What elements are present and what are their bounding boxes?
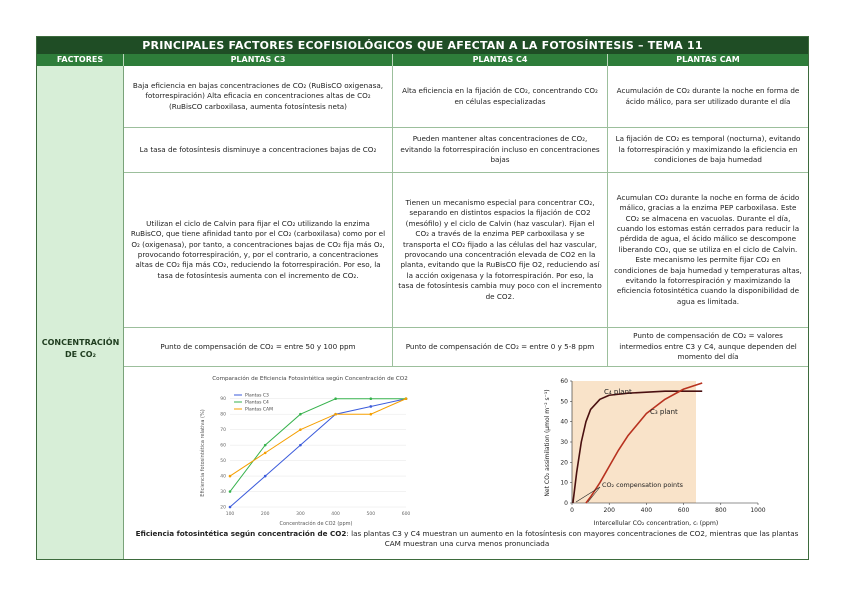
cell-row1-c3: Baja eficiencia en bajas concentraciones de CO₂ (RuBisCO oxigenasa, fotorrespiración) Alta eficacia en concentraciones altas de CO₂ (RuBisCO carboxilasa, aumenta fotosíntesis neta) [124, 66, 393, 128]
left-x-tick: 100 [225, 512, 235, 517]
header-c3: PLANTAS C3 [124, 54, 393, 66]
page-title: PRINCIPALES FACTORES ECOFISIOLÓGICOS QUE AFECTAN A LA FOTOSÍNTESIS – TEMA 11 [37, 37, 808, 54]
left-point-c3 [264, 475, 267, 478]
left-point-c3 [370, 405, 373, 408]
right-chart-annotation: CO₂ compensation points [602, 481, 683, 489]
header-factores: FACTORES [37, 54, 124, 66]
right-x-tick: 0 [570, 507, 574, 514]
left-chart-ylabel: Eficiencia fotosintética relativa (%) [200, 409, 206, 497]
left-x-tick: 400 [331, 512, 340, 517]
left-point-cam [370, 413, 373, 416]
left-y-tick: 60 [220, 443, 226, 449]
left-point-cam [264, 452, 267, 455]
factor-label [37, 337, 124, 361]
right-y-tick: 60 [560, 378, 568, 385]
figure-row [124, 367, 808, 559]
right-line-chart [524, 371, 764, 529]
right-y-tick: 40 [560, 418, 568, 426]
cell-row1-cam: Acumulación de CO₂ durante la noche en forma de ácido málico, para ser utilizado durante el día [608, 66, 808, 128]
left-point-cam [334, 413, 337, 416]
right-y-tick: 0 [564, 500, 568, 507]
left-point-c3 [229, 506, 232, 509]
left-y-tick: 90 [220, 397, 226, 403]
left-point-cam [405, 397, 408, 400]
header-c4: PLANTAS C4 [393, 54, 608, 66]
cell-row3-c4: Tienen un mecanismo especial para concentrar CO₂, separando en distintos espacios la fijación de CO2 (mesófilo) y el ciclo de Calvin (haz vascular). Fijan el CO₂ a través de la enzima PEP carboxilasa y se transporta el CO₂ fijado a las células del haz vascular, provocando una concentración elevada de CO2 en la planta, evitando que la RuBisCO fije O2, reduciendo así la acción oxigenasa y la fotorrespiración. Por eso, la tasa de fotosíntesis cambia muy poco con el incremento de CO2. [393, 173, 608, 328]
factor-column [37, 66, 124, 559]
left-line-chart [192, 371, 422, 529]
left-y-tick: 30 [220, 490, 226, 496]
left-legend-label: Plantas C4 [245, 400, 269, 406]
header-cam: PLANTAS CAM [608, 54, 808, 66]
right-x-tick: 600 [677, 507, 690, 514]
figure-caption [132, 529, 802, 549]
left-x-tick: 300 [296, 512, 305, 517]
right-y-tick: 30 [560, 439, 568, 446]
cell-row3-cam: Acumulan CO₂ durante la noche en forma de ácido málico, gracias a la enzima PEP carboxilasa. Este CO₂ se almacena en vacuolas. Durante el día, cuando los estomas están cerrados para reducir la pérdida de agua, el ácido málico se descompone liberando CO₂, que se utiliza en el ciclo de Calvin. Este mecanismo les permite fijar CO₂ en condiciones de baja humedad y temperaturas altas, evitando la fotorrespiración y maximizando la eficiencia fotosintética cuando la disponibilidad de agua es limitada. [608, 173, 808, 328]
right-chart-xlabel: Intercellular CO₂ concentration, cᵢ (ppm) [593, 520, 719, 527]
left-legend-label: Plantas C3 [245, 393, 269, 399]
right-y-tick: 20 [560, 459, 568, 467]
left-x-tick: 600 [401, 512, 411, 517]
cell-row3-c3: Utilizan el ciclo de Calvin para fijar el CO₂ utilizando la enzima RuBisCO, que tiene afinidad tanto por el CO₂ (carboxilasa) como por el O₂ (oxigenasa), por tanto, a concentraciones bajas de CO₂ fija más O₂, provocando fotorrespiración, y, por el contrario, a concentraciones altas de CO₂ fija más CO₂, reduciendo la fotorrespiración. Por eso, la tasa de fotosíntesis aumenta con el incremento de CO₂. [124, 173, 393, 328]
left-x-tick: 200 [260, 512, 270, 517]
cell-row2-c3: La tasa de fotosíntesis disminuye a concentraciones bajas de CO₂ [124, 128, 393, 173]
right-x-tick: 400 [640, 507, 653, 514]
left-legend-label: Plantas CAM [245, 407, 273, 413]
cell-row4-cam: Punto de compensación de CO₂ = valores intermedios entre C3 y C4, aunque dependen del momento del día [608, 328, 808, 367]
left-point-c4 [334, 397, 337, 400]
left-y-tick: 40 [220, 474, 226, 480]
cell-row2-c4: Pueden mantener altas concentraciones de CO₂, evitando la fotorrespiración incluso en concentraciones bajas [393, 128, 608, 173]
cell-row1-c4: Alta eficiencia en la fijación de CO₂, concentrando CO₂ en células especializadas [393, 66, 608, 128]
right-chart-c3-label: C₃ plant [650, 408, 678, 416]
right-x-tick: 800 [715, 507, 727, 514]
right-y-tick: 50 [560, 398, 568, 406]
left-chart-title: Comparación de Eficiencia Fotosintética según Concentración de CO2 [212, 376, 408, 382]
caption-bold: Eficiencia fotosintética según concentración de CO2 [135, 529, 347, 538]
right-x-tick: 200 [603, 507, 615, 514]
left-x-tick: 500 [366, 512, 376, 517]
left-point-cam [229, 475, 232, 478]
left-series-line-c3 [230, 399, 406, 507]
factor-label-line2: DE CO₂ [64, 350, 97, 359]
right-x-tick: 1000 [750, 507, 766, 514]
cell-row4-c3: Punto de compensación de CO₂ = entre 50 y 100 ppm [124, 328, 393, 367]
left-y-tick: 70 [220, 428, 226, 434]
left-point-c4 [299, 413, 302, 416]
cell-row4-c4: Punto de compensación de CO₂ = entre 0 y 5-8 ppm [393, 328, 608, 367]
left-point-c4 [264, 444, 267, 447]
caption-text: : las plantas C3 y C4 muestran un aumento en la fotosíntesis con mayores concentraciones de CO2, mientras que las plantas CAM muestran una curva menos pronunciada [346, 529, 799, 548]
left-point-c4 [229, 490, 232, 493]
right-chart-c4-label: C₄ plant [604, 388, 632, 396]
factor-label-line1: CONCENTRACIÓN [41, 338, 120, 347]
right-y-tick: 10 [560, 479, 568, 487]
table-sheet [36, 36, 809, 560]
left-y-tick: 20 [220, 505, 226, 511]
left-point-cam [299, 428, 302, 431]
left-y-tick: 80 [220, 412, 226, 418]
cell-row2-cam: La fijación de CO₂ es temporal (nocturna), evitando la fotorrespiración y maximizando la eficiencia en condiciones de baja humedad [608, 128, 808, 173]
left-y-tick: 50 [220, 459, 226, 465]
left-chart-xlabel: Concentración de CO2 (ppm) [279, 521, 353, 527]
left-point-c4 [370, 397, 373, 400]
left-point-c3 [299, 444, 302, 447]
right-chart-ylabel: Net CO₂ assimilation (μmol m⁻² s⁻¹) [544, 389, 551, 497]
